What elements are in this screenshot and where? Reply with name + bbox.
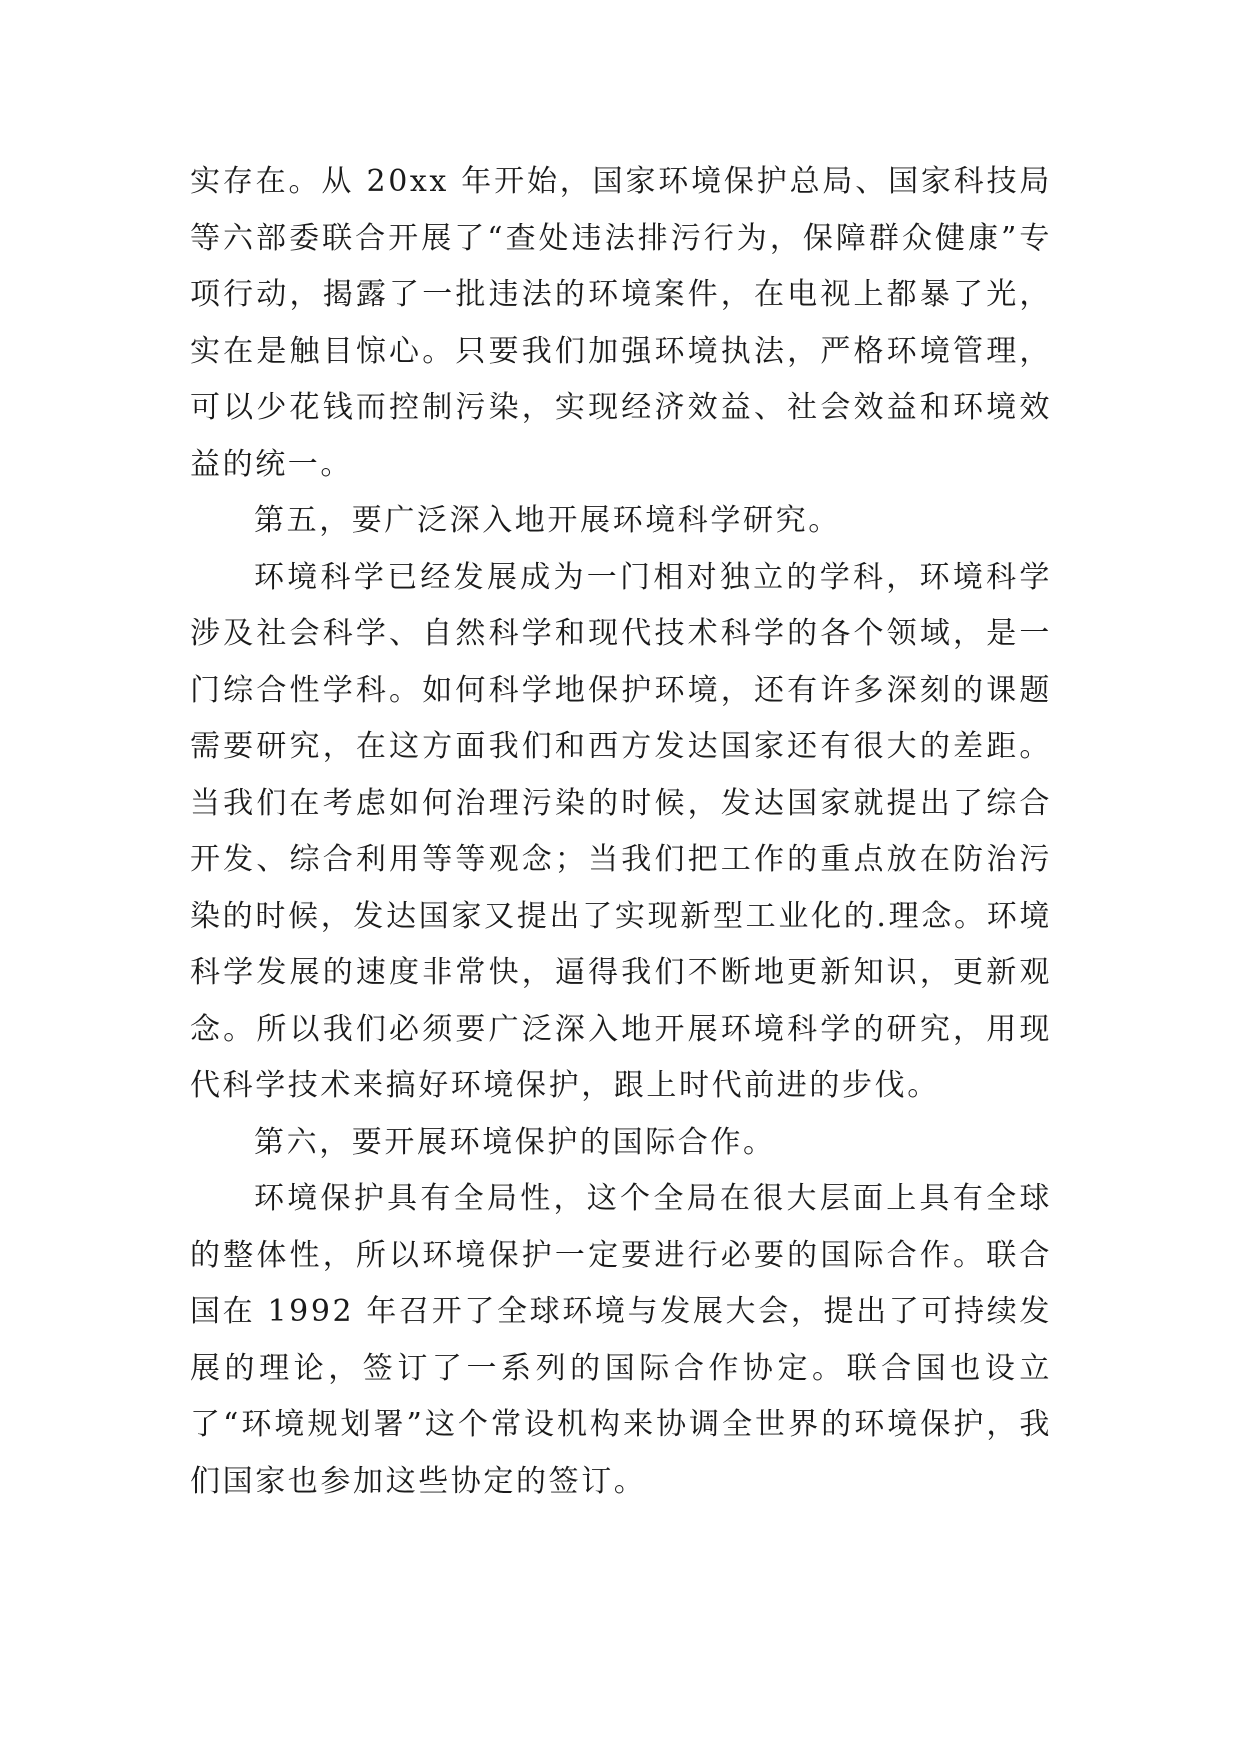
paragraph-environmental-science: 环境科学已经发展成为一门相对独立的学科，环境科学涉及社会科学、自然科学和现代技术科学的各个领域，是一门综合性学科。如何科学地保护环境，还有许多深刻的课题需要研究，在这方面我们和西方发达国家还有很大的差距。当我们在考虑如何治理污染的时候，发达国家就提出了综合开发、综合利用等等观念；当我们把工作的重点放在防治污染的时候，发达国家又提出了实现新型工业化的.理念。环境科学发展的速度非常快，逼得我们不断地更新知识，更新观念。所以我们必须要广泛深入地开展环境科学的研究，用现代科学技术来搞好环境保护，跟上时代前进的步伐。 [190, 559, 1052, 1103]
heading-sixth-point: 第六，要开展环境保护的国际合作。 [254, 1124, 776, 1160]
heading-fifth-point: 第五，要广泛深入地开展环境科学研究。 [254, 503, 841, 538]
document-body [190, 154, 1052, 1510]
paragraph-international-cooperation: 环境保护具有全局性，这个全局在很大层面上具有全球的整体性，所以环境保护一定要进行必要的国际合作。联合国在 1992 年召开了全球环境与发展大会，提出了可持续发展的理论，签订了一系列的国际合作协定。联合国也设立了“环境规划署”这个常设机构来协调全世界的环境保护，我们国家也参加这些协定的签订。 [190, 1181, 1052, 1499]
paragraph-continuation: 实存在。从 20xx 年开始，国家环境保护总局、国家科技局等六部委联合开展了“查处违法排污行为，保障群众健康”专项行动，揭露了一批违法的环境案件，在电视上都暴了光，实在是触目惊心。只要我们加强环境执法，严格环境管理，可以少花钱而控制污染，实现经济效益、社会效益和环境效益的统一。 [190, 164, 1052, 482]
